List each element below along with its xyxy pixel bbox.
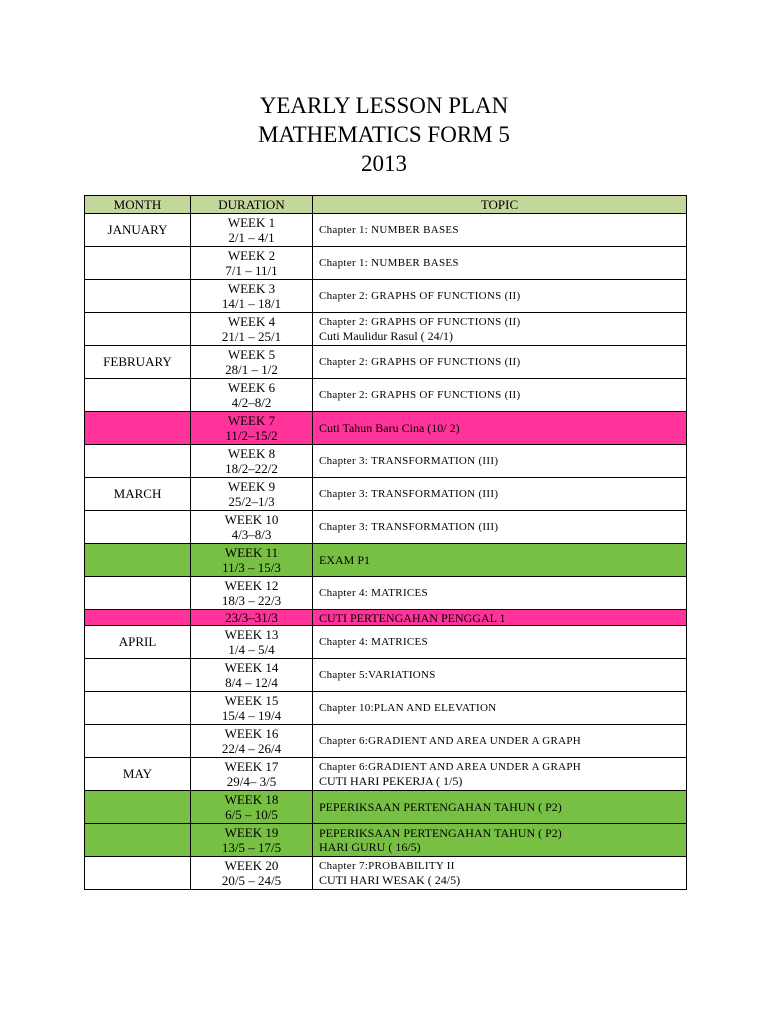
- title-line-1: YEARLY LESSON PLAN: [259, 93, 509, 118]
- topic-text: EXAM P1: [319, 553, 371, 567]
- week-dates: 6/5 – 10/5: [225, 807, 278, 822]
- topic-text: Chapter 3: TRANSFORMATION (III): [319, 488, 499, 500]
- month-cell: [85, 313, 191, 346]
- week-dates: 25/2–1/3: [228, 494, 275, 509]
- month-cell: [85, 791, 191, 824]
- topic-text: Chapter 3: TRANSFORMATION (III): [319, 455, 499, 467]
- duration-cell: [191, 725, 313, 758]
- topic-text: Chapter 1: NUMBER BASES: [319, 224, 459, 236]
- topic-cell: [313, 692, 687, 725]
- table-row: [85, 857, 687, 890]
- week-dates: 18/3 – 22/3: [221, 593, 282, 608]
- topic-text: Chapter 4: MATRICES: [319, 587, 428, 599]
- topic-cell: [313, 214, 687, 247]
- week-label: WEEK 15: [224, 693, 279, 708]
- topic-cell: [313, 280, 687, 313]
- month-cell: MAY: [85, 758, 191, 791]
- week-label: WEEK 1: [227, 215, 276, 230]
- week-dates: 1/4 – 5/4: [228, 642, 275, 657]
- topic-text: PEPERIKSAAN PERTENGAHAN TAHUN ( P2): [319, 800, 562, 814]
- table-row: [85, 313, 687, 346]
- table-row: [85, 626, 687, 659]
- month-cell: [85, 857, 191, 890]
- week-dates: 15/4 – 19/4: [221, 708, 282, 723]
- month-cell: FEBRUARY: [85, 346, 191, 379]
- week-label: WEEK 12: [224, 578, 279, 593]
- topic-cell: CUTI PERTENGAHAN PENGGAL 1: [313, 610, 687, 626]
- topic-cell: [313, 791, 687, 824]
- table-row: [85, 247, 687, 280]
- week-dates: 4/3–8/3: [231, 527, 272, 542]
- title-year: 2013: [361, 151, 407, 176]
- topic-cell: [313, 478, 687, 511]
- topic-note: Cuti Maulidur Rasul ( 24/1): [319, 329, 453, 343]
- duration-cell: [191, 511, 313, 544]
- month-cell: [85, 280, 191, 313]
- table-header-row: [85, 196, 687, 214]
- duration-cell: [191, 280, 313, 313]
- week-dates: 2/1 – 4/1: [228, 230, 275, 245]
- month-cell: [85, 610, 191, 626]
- table-row: [85, 214, 687, 247]
- topic-cell: [313, 346, 687, 379]
- table-row: [85, 692, 687, 725]
- duration-cell: [191, 346, 313, 379]
- duration-cell: [191, 824, 313, 857]
- week-dates: 13/5 – 17/5: [221, 840, 282, 855]
- month-cell: [85, 725, 191, 758]
- duration-cell: [191, 791, 313, 824]
- duration-cell: [191, 313, 313, 346]
- duration-cell: [191, 659, 313, 692]
- duration-cell: [191, 445, 313, 478]
- week-label: WEEK 5: [227, 347, 276, 362]
- week-label: WEEK 16: [224, 726, 279, 741]
- week-label: WEEK 11: [224, 545, 279, 560]
- topic-text: Chapter 2: GRAPHS OF FUNCTIONS (II): [319, 316, 521, 328]
- duration-cell: [191, 692, 313, 725]
- topic-cell: [313, 725, 687, 758]
- header-month: MONTH: [85, 196, 191, 214]
- week-label: WEEK 6: [227, 380, 276, 395]
- month-cell: [85, 379, 191, 412]
- month-cell: [85, 445, 191, 478]
- table-row: [85, 445, 687, 478]
- week-dates: 14/1 – 18/1: [221, 296, 282, 311]
- topic-text: Chapter 4: MATRICES: [319, 636, 428, 648]
- topic-cell: [313, 824, 687, 857]
- week-dates: 8/4 – 12/4: [225, 675, 278, 690]
- table-row: [85, 280, 687, 313]
- week-label: WEEK 8: [227, 446, 276, 461]
- topic-text: Chapter 2: GRAPHS OF FUNCTIONS (II): [319, 356, 521, 368]
- topic-cell: [313, 577, 687, 610]
- week-dates: 11/2–15/2: [225, 428, 278, 443]
- week-dates: 7/1 – 11/1: [225, 263, 278, 278]
- week-label: WEEK 20: [224, 858, 279, 873]
- duration-cell: [191, 214, 313, 247]
- table-row-exam: [85, 791, 687, 824]
- document-title: [0, 91, 768, 178]
- month-cell: MARCH: [85, 478, 191, 511]
- topic-cell: [313, 659, 687, 692]
- duration-cell: [191, 577, 313, 610]
- table-row: [85, 511, 687, 544]
- table-row: [85, 379, 687, 412]
- header-duration: DURATION: [191, 196, 313, 214]
- topic-cell: [313, 313, 687, 346]
- week-label: WEEK 9: [227, 479, 276, 494]
- week-label: WEEK 4: [227, 314, 276, 329]
- topic-cell: [313, 379, 687, 412]
- topic-text: Chapter 1: NUMBER BASES: [319, 257, 459, 269]
- week-dates: 29/4– 3/5: [226, 774, 277, 789]
- header-topic: TOPIC: [313, 196, 687, 214]
- week-label: WEEK 18: [224, 792, 279, 807]
- table-row-exam: [85, 544, 687, 577]
- month-cell: [85, 824, 191, 857]
- duration-cell: [191, 758, 313, 791]
- topic-cell: [313, 511, 687, 544]
- week-dates: 18/2–22/2: [225, 461, 278, 476]
- week-dates: 20/5 – 24/5: [221, 873, 282, 888]
- duration-cell: [191, 412, 313, 445]
- topic-cell: [313, 626, 687, 659]
- duration-cell: 23/3–31/3: [191, 610, 313, 626]
- table-row-holiday: [85, 610, 687, 626]
- month-cell: [85, 692, 191, 725]
- topic-note: CUTI HARI PEKERJA ( 1/5): [319, 774, 463, 788]
- topic-text: Chapter 3: TRANSFORMATION (III): [319, 521, 499, 533]
- month-cell: [85, 511, 191, 544]
- week-dates: 21/1 – 25/1: [221, 329, 282, 344]
- month-cell: [85, 412, 191, 445]
- month-cell: [85, 659, 191, 692]
- topic-text: Chapter 2: GRAPHS OF FUNCTIONS (II): [319, 290, 521, 302]
- week-label: WEEK 3: [227, 281, 276, 296]
- week-label: WEEK 19: [224, 825, 279, 840]
- week-label: WEEK 2: [227, 248, 276, 263]
- month-cell: JANUARY: [85, 214, 191, 247]
- title-line-2: MATHEMATICS FORM 5: [258, 122, 510, 147]
- topic-text: Chapter 6:GRADIENT AND AREA UNDER A GRAPH: [319, 735, 582, 747]
- topic-cell: [313, 445, 687, 478]
- month-cell: [85, 247, 191, 280]
- topic-cell: [313, 247, 687, 280]
- topic-cell: [313, 857, 687, 890]
- topic-note: CUTI HARI WESAK ( 24/5): [319, 873, 461, 887]
- week-dates: 22/4 – 26/4: [221, 741, 282, 756]
- topic-text: Chapter 10:PLAN AND ELEVATION: [319, 702, 497, 714]
- topic-cell: [313, 544, 687, 577]
- table-row: [85, 577, 687, 610]
- duration-cell: [191, 857, 313, 890]
- week-label: WEEK 13: [224, 627, 279, 642]
- week-label: WEEK 14: [224, 660, 279, 675]
- week-dates: 4/2–8/2: [231, 395, 272, 410]
- duration-cell: [191, 626, 313, 659]
- week-label: WEEK 10: [224, 512, 279, 527]
- table-row-holiday: [85, 412, 687, 445]
- week-label: WEEK 7: [227, 413, 276, 428]
- week-label: WEEK 17: [224, 759, 279, 774]
- topic-text: Chapter 2: GRAPHS OF FUNCTIONS (II): [319, 389, 521, 401]
- table-row: [85, 758, 687, 791]
- table-row: [85, 725, 687, 758]
- topic-note: HARI GURU ( 16/5): [319, 840, 421, 854]
- month-cell: APRIL: [85, 626, 191, 659]
- duration-cell: [191, 379, 313, 412]
- topic-text: Cuti Tahun Baru Cina (10/ 2): [319, 421, 460, 435]
- table-row: [85, 346, 687, 379]
- topic-text: Chapter 7:PROBABILITY II: [319, 860, 455, 872]
- topic-cell: [313, 758, 687, 791]
- duration-cell: [191, 478, 313, 511]
- topic-text: Chapter 6:GRADIENT AND AREA UNDER A GRAPH: [319, 761, 582, 773]
- duration-cell: [191, 247, 313, 280]
- duration-cell: [191, 544, 313, 577]
- topic-text: PEPERIKSAAN PERTENGAHAN TAHUN ( P2): [319, 826, 562, 840]
- table-row: [85, 659, 687, 692]
- lesson-plan-table: [84, 195, 687, 890]
- week-dates: 28/1 – 1/2: [225, 362, 278, 377]
- month-cell: [85, 544, 191, 577]
- topic-text: Chapter 5:VARIATIONS: [319, 669, 436, 681]
- table-row-exam: [85, 824, 687, 857]
- month-cell: [85, 577, 191, 610]
- topic-cell: [313, 412, 687, 445]
- table-row: [85, 478, 687, 511]
- week-dates: 11/3 – 15/3: [222, 560, 281, 575]
